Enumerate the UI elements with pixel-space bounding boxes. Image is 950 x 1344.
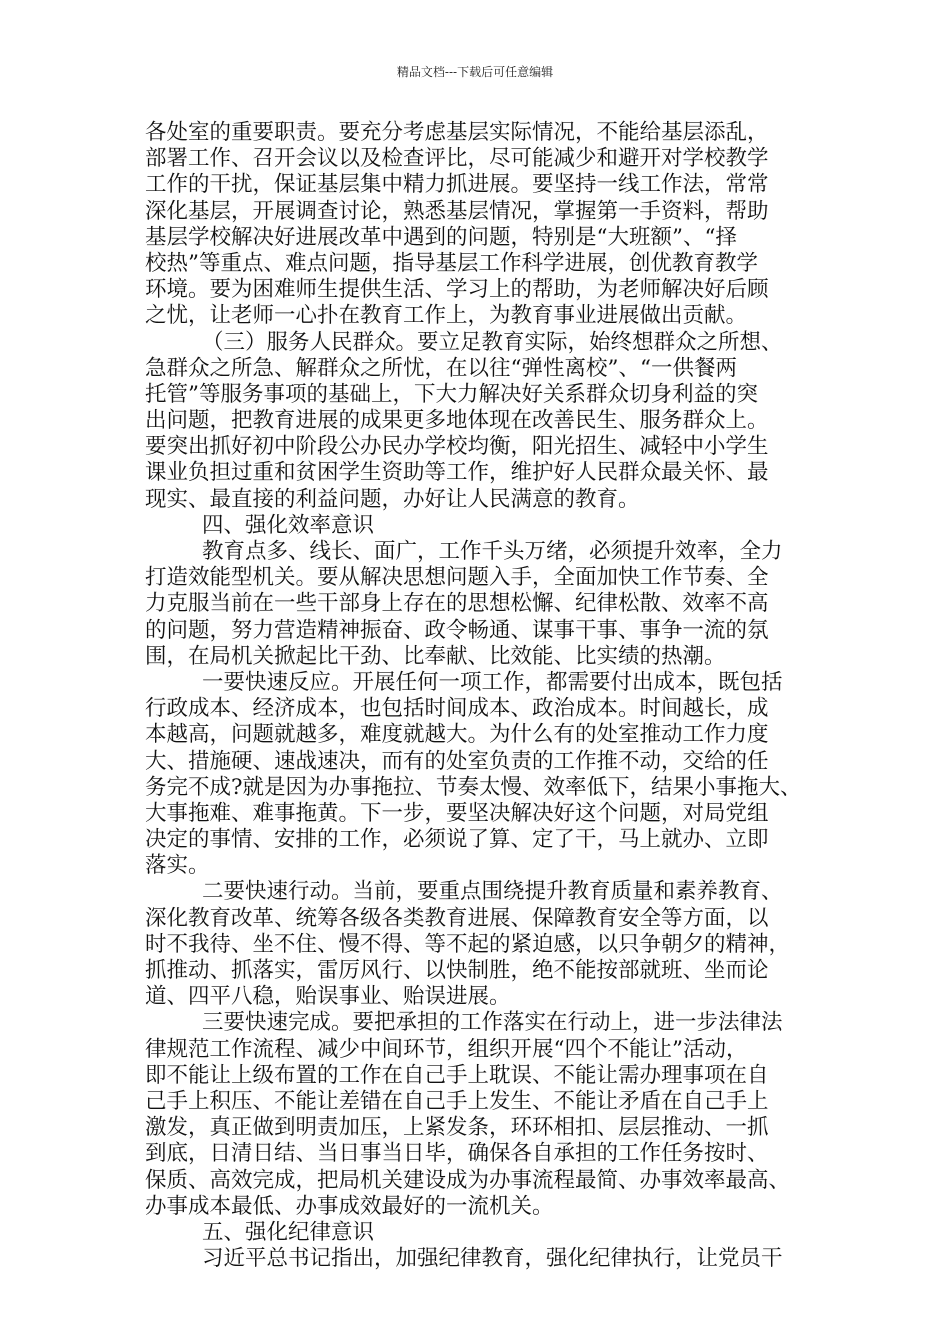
text-line: 各处室的重要职责。要充分考虑基层实际情况，不能给基层添乱， <box>145 120 769 145</box>
text-line: 己手上积压、不能让差错在自己手上发生、不能让矛盾在自己手上 <box>145 1088 769 1114</box>
page-header <box>0 64 950 80</box>
text-line: 环境。要为困难师生提供生活、学习上的帮助，为老师解决好后顾 <box>145 277 769 303</box>
text-line: 本越高，问题就越多，难度就越大。为什么有的处室推动工作力度 <box>145 722 769 748</box>
text-line: 一要快速反应。开展任何一项工作，都需要付出成本，既包括 <box>202 669 783 695</box>
text-line: 务完不成?就是因为办事拖拉、节奏太慢、效率低下，结果小事拖大、 <box>145 774 802 800</box>
text-line: 大事拖难、难事拖黄。下一步，要坚决解决好这个问题，对局党组 <box>145 800 769 826</box>
text-line: 基层学校解决好进展改革中遇到的问题，特别是“大班额”、“择 <box>145 224 737 250</box>
text-line: 落实。 <box>145 853 210 879</box>
text-line: 出问题，把教育进展的成果更多地体现在改善民生、服务群众上。 <box>145 408 769 434</box>
text-line: 现实、最直接的利益问题，办好让人民满意的教育。 <box>145 486 640 512</box>
text-line: 深化教育改革、统筹各级各类教育进展、保障教育安全等方面，以 <box>145 905 769 931</box>
text-line: 激发，真正做到明责加压，上紧发条，环环相扣、层层推动、一抓 <box>145 1115 769 1141</box>
text-line: 办事成本最低、办事成效最好的一流机关。 <box>145 1193 554 1219</box>
text-line: 行政成本、经济成本，也包括时间成本、政治成本。时间越长，成 <box>145 696 769 722</box>
text-line: 时不我待、坐不住、慢不得、等不起的紧迫感，以只争朝夕的精神， <box>145 931 791 957</box>
text-line: 急群众之所急、解群众之所忧，在以往“弹性离校”、“一供餐两 <box>145 355 737 381</box>
text-line: 律规范工作流程、减少中间环节，组织开展“四个不能让”活动， <box>145 1036 748 1062</box>
text-line: 教育点多、线长、面广，工作千头万绪，必须提升效率，全力 <box>202 539 783 564</box>
document-body <box>145 120 825 1272</box>
text-line: 习近平总书记指出，加强纪律教育，强化纪律执行，让党员干 <box>202 1246 783 1272</box>
text-line: 校热”等重点、难点问题，指导基层工作科学进展，创优教育教学 <box>145 250 758 276</box>
header-text: 精品文档---下载后可任意编辑 <box>396 65 554 79</box>
text-line: 大、措施硬、速战速决，而有的处室负责的工作推不动，交给的任 <box>145 748 769 774</box>
text-line: 深化基层，开展调查讨论，熟悉基层情况，掌握第一手资料，帮助 <box>145 198 769 224</box>
text-line: 工作的干扰，保证基层集中精力抓进展。要坚持一线工作法，常常 <box>145 172 769 198</box>
text-line: 保质、高效完成，把局机关建设成为办事流程最简、办事效率最高、 <box>145 1167 791 1193</box>
text-line: 托管”等服务事项的基础上，下大力解决好关系群众切身利益的突 <box>145 381 758 407</box>
text-line: 部署工作、召开会议以及检查评比，尽可能减少和避开对学校教学 <box>145 146 769 172</box>
text-line: 之忧，让老师一心扑在教育工作上，为教育事业进展做出贡献。 <box>145 303 748 329</box>
text-line: 要突出抓好初中阶段公办民办学校均衡，阳光招生、减轻中小学生 <box>145 434 769 460</box>
text-line: 五、强化纪律意识 <box>202 1219 375 1245</box>
text-line: 三要快速完成。要把承担的工作落实在行动上，进一步法律法 <box>202 1010 783 1036</box>
text-line: 的问题，努力营造精神振奋、政令畅通、谋事干事、事争一流的氛 <box>145 617 769 643</box>
text-line: 围，在局机关掀起比干劲、比奉献、比效能、比实绩的热潮。 <box>145 643 726 669</box>
text-line: 四、强化效率意识 <box>202 512 375 538</box>
text-line: 道、四平八稳，贻误事业、贻误进展。 <box>145 984 511 1010</box>
text-line: 力克服当前在一些干部身上存在的思想松懈、纪律松散、效率不高 <box>145 591 769 617</box>
text-line: （三）服务人民群众。要立足教育实际，始终想群众之所想、 <box>202 329 783 355</box>
text-line: 即不能让上级布置的工作在自己手上耽误、不能让需办理事项在自 <box>145 1062 769 1088</box>
text-line: 打造效能型机关。要从解决思想问题入手，全面加快工作节奏、全 <box>145 565 769 591</box>
text-line: 到底，日清日结、当日事当日毕，确保各自承担的工作任务按时、 <box>145 1141 769 1167</box>
text-line: 课业负担过重和贫困学生资助等工作，维护好人民群众最关怀、最 <box>145 460 769 486</box>
text-line: 决定的事情、安排的工作，必须说了算、定了干，马上就办、立即 <box>145 827 769 853</box>
text-line: 二要快速行动。当前，要重点围绕提升教育质量和素养教育、 <box>202 879 783 905</box>
text-line: 抓推动、抓落实，雷厉风行、以快制胜，绝不能按部就班、坐而论 <box>145 958 769 983</box>
